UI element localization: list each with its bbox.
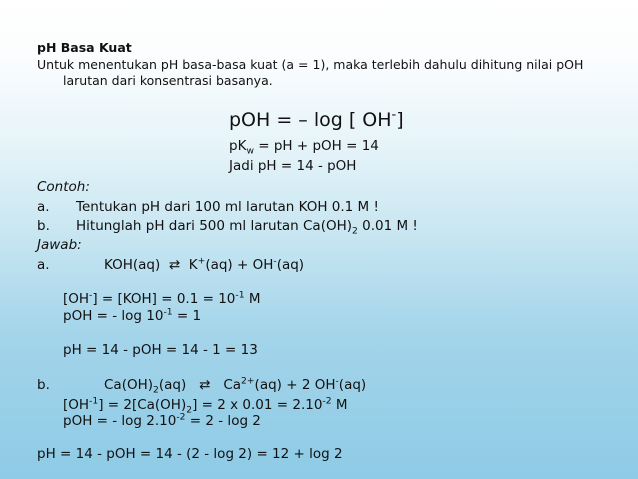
- a-l1-b: ] = [KOH] = 0.1 = 10: [92, 291, 236, 307]
- answer-b-label: b.: [37, 377, 50, 393]
- jadi-formula: Jadi pH = 14 - pOH: [229, 158, 357, 174]
- reaction-a-oh-sup: -: [273, 255, 277, 267]
- poh-formula: [229, 109, 404, 131]
- poh-formula-close: ]: [396, 109, 404, 131]
- b-r-d: (aq) + 2 OH: [254, 377, 336, 393]
- contoh-label: Contoh:: [37, 179, 90, 195]
- answer-a-line-2: [63, 308, 201, 324]
- b-l1-b: ] = 2[Ca(OH): [98, 397, 187, 413]
- b-l1-sup2: -2: [322, 395, 332, 407]
- answer-a-line-1: [63, 291, 261, 307]
- b-r-a: Ca(OH): [104, 377, 154, 393]
- answer-a-reaction: [104, 257, 304, 273]
- jawab-label: Jawab:: [37, 237, 82, 253]
- pkw-formula: [229, 138, 379, 157]
- problem-b-text: [76, 218, 418, 237]
- pkw-text-a: pK: [229, 138, 247, 154]
- reaction-a-k-sup: +: [197, 255, 206, 267]
- answer-b-reaction: [104, 375, 367, 396]
- final-answer: pH = 14 - pOH = 14 - (2 - log 2) = 12 + log 2: [37, 446, 343, 462]
- a-l2-b: = 1: [172, 308, 202, 324]
- a-l2-sup: -1: [163, 306, 173, 318]
- problem-b-text-1: Hitunglah pH dari 500 ml larutan Ca(OH): [76, 218, 352, 234]
- b-l1-c: ] = 2 x 0.01 = 2.10: [192, 397, 323, 413]
- a-l1-sup1: -: [89, 289, 93, 301]
- b-l2-a: pOH = - log 2.10: [63, 413, 177, 429]
- reaction-a-k-rest: (aq) + OH: [205, 257, 274, 273]
- answer-a-label: a.: [37, 257, 50, 273]
- answer-b-line-2: [63, 413, 261, 429]
- problem-b-text-2: 0.01 M !: [357, 218, 418, 234]
- equilibrium-arrow-icon: ⇄: [199, 377, 211, 393]
- b-l1-sub: 2: [186, 404, 193, 416]
- a-l1-a: [OH: [63, 291, 90, 307]
- pkw-text-b: = pH + pOH = 14: [253, 138, 379, 154]
- problem-b-sub: 2: [352, 225, 358, 237]
- pkw-sub: w: [246, 145, 254, 157]
- b-r-sup2: -: [335, 375, 339, 387]
- b-l2-sup: -2: [176, 411, 186, 423]
- b-r-c: Ca: [223, 377, 242, 393]
- problem-b-label: b.: [37, 218, 50, 234]
- b-l1-d: M: [331, 397, 348, 413]
- a-l2-a: pOH = - log 10: [63, 308, 164, 324]
- b-r-e: (aq): [338, 377, 367, 393]
- reaction-a-k: K: [188, 257, 198, 273]
- reaction-a-oh-rest: (aq): [276, 257, 305, 273]
- answer-b-line-1: [63, 395, 348, 416]
- b-r-b: (aq): [158, 377, 187, 393]
- problem-a-label: a.: [37, 199, 50, 215]
- b-l1-a: [OH: [63, 397, 90, 413]
- b-l1-sup1: -1: [89, 395, 99, 407]
- answer-a-line-3: pH = 14 - pOH = 14 - 1 = 13: [63, 342, 258, 358]
- reaction-a-left: KOH(aq): [104, 257, 161, 273]
- poh-formula-text: pOH = – log [ OH: [229, 109, 392, 131]
- intro-line-1: Untuk menentukan pH basa-basa kuat (a = 1), maka terlebih dahulu dihitung nilai pOH: [37, 57, 584, 72]
- equilibrium-arrow-icon: ⇄: [168, 257, 181, 273]
- slide-heading: pH Basa Kuat: [37, 40, 132, 55]
- b-r-sup1: 2+: [241, 375, 255, 387]
- intro-line-2: larutan dari konsentrasi basanya.: [63, 73, 273, 88]
- poh-formula-sup: -: [391, 107, 397, 123]
- a-l1-sup2: -1: [235, 289, 245, 301]
- b-r-sub: 2: [153, 384, 159, 396]
- problem-a-text: Tentukan pH dari 100 ml larutan KOH 0.1 M !: [76, 199, 379, 215]
- b-l2-b: = 2 - log 2: [185, 413, 261, 429]
- a-l1-c: M: [244, 291, 261, 307]
